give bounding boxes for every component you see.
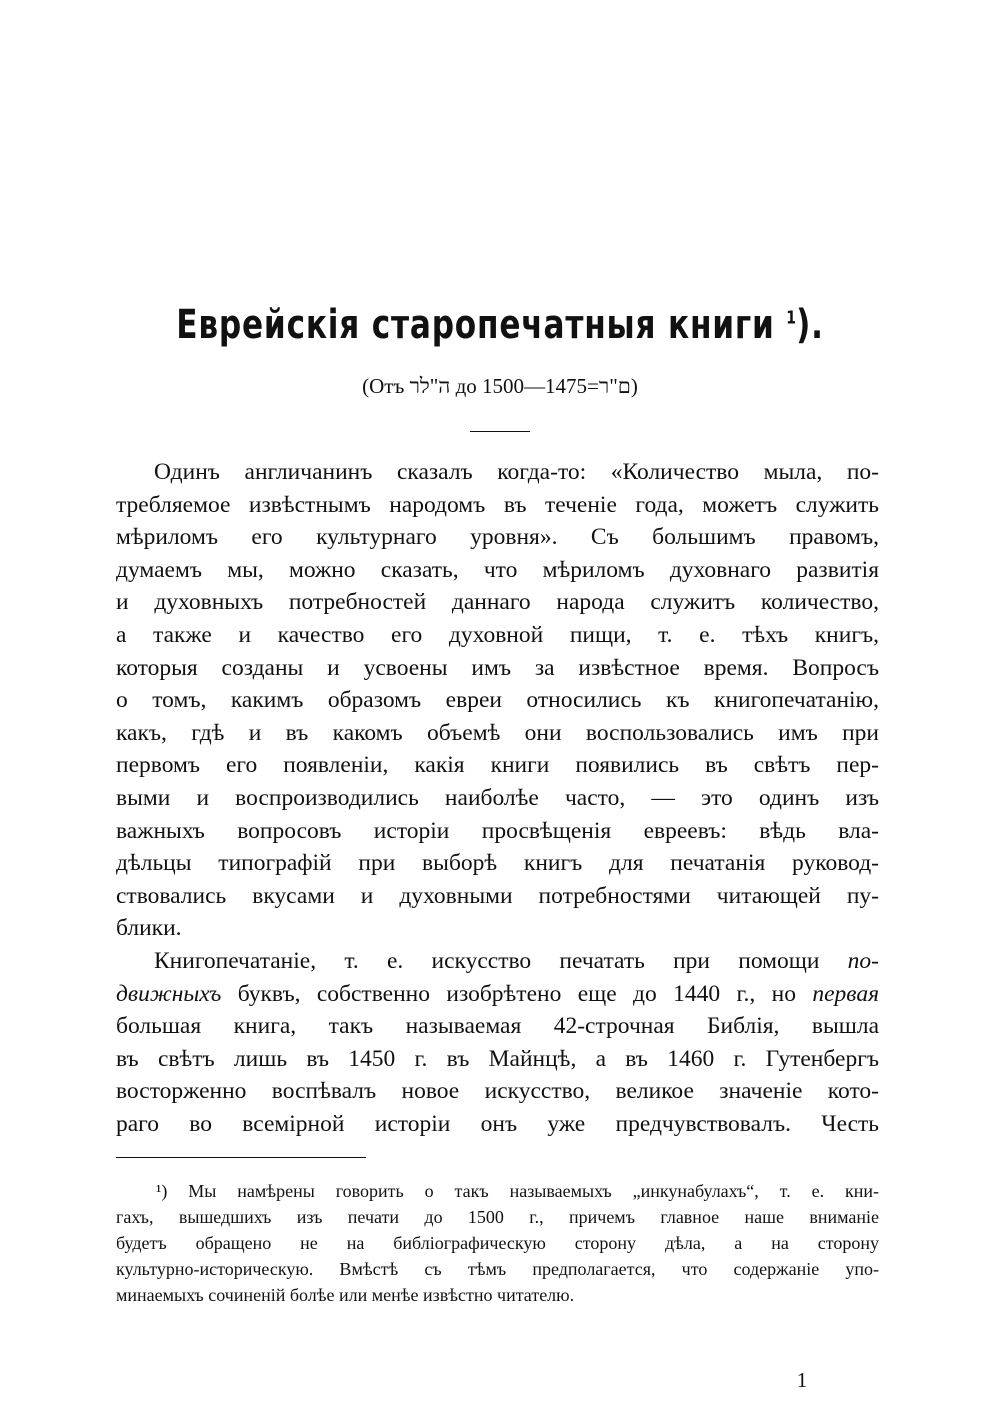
text-line: раго во всемірной исторіи онъ уже предчувствовалъ. Честь <box>116 1110 879 1137</box>
italic-text: первая <box>812 980 879 1007</box>
footnote-line: гахъ, вышедшихъ изъ печати до 1500 г., причемъ главное наше вниманіе <box>116 1207 879 1227</box>
article-title <box>110 302 890 348</box>
text-line: какъ, гдѣ и въ какомъ объемѣ они воспользовались имъ при <box>116 719 879 746</box>
footnote-divider <box>116 1157 366 1158</box>
title-footnote-mark: 1 <box>786 307 797 329</box>
text-line: дѣльцы типографій при выборѣ книгъ для печатанія руковод- <box>116 850 879 877</box>
italic-text: по- <box>847 947 879 974</box>
text-line: Книгопечатаніе, т. е. искусство печатать при помощи по- <box>154 947 879 974</box>
title-divider <box>470 431 530 432</box>
italic-text: движныхъ <box>116 980 222 1007</box>
footnote <box>116 1178 879 1308</box>
text-line: движныхъ буквъ, собственно изобрѣтено еще до 1440 г., но первая <box>116 980 879 1007</box>
footnote-line: ¹) Мы намѣрены говорить о такъ называемыхъ „инкунабулахъ“, т. е. кни- <box>156 1181 879 1201</box>
title-close: ). <box>796 302 824 348</box>
text-line: а также и качество его духовной пищи, т. е. тѣхъ книгъ, <box>116 621 879 648</box>
text-line: требляемое извѣстнымъ народомъ въ теченіе года, можетъ служить <box>116 491 879 518</box>
text-line: важныхъ вопросовъ исторіи просвѣщенія евреевъ: вѣдь вла- <box>116 817 879 844</box>
text-line: которыя созданы и усвоены имъ за извѣстное время. Вопросъ <box>116 654 879 681</box>
date-range-subtitle: (Отъ ה"לר до ם"ר=1475—1500) <box>362 374 638 398</box>
main-text <box>116 456 879 1140</box>
title-text: Еврейскія старопечатныя книги <box>176 302 775 348</box>
footnote-line: минаемыхъ сочиненій болѣе или менѣе извѣстно читателю. <box>116 1285 575 1305</box>
text-line: Одинъ англичанинъ сказалъ когда-то: «Количество мыла, по- <box>154 459 879 485</box>
text-line: выми и воспроизводились наиболѣе часто, — это одинъ изъ <box>116 784 879 811</box>
text-line: большая книга, такъ называемая 42-строчная Библія, вышла <box>116 1013 879 1040</box>
text-line: думаемъ мы, можно сказать, что мѣриломъ духовнаго развитія <box>116 556 879 583</box>
text-line: о томъ, какимъ образомъ евреи относились къ книгопечатанію, <box>116 687 879 714</box>
text-line: восторженно воспѣвалъ новое искусство, великое значеніе кото- <box>116 1078 879 1105</box>
footnote-line: будетъ обращено не на библіографическую сторону дѣла, а на сторону <box>116 1233 879 1253</box>
footnote-line: культурно-историческую. Вмѣстѣ съ тѣмъ предполагается, что содержаніе упо- <box>116 1259 879 1279</box>
text-line: мѣриломъ его культурнаго уровня». Съ большимъ правомъ, <box>116 524 879 551</box>
text-line: блики. <box>116 915 182 942</box>
text-line: въ свѣтъ лишь въ 1450 г. въ Майнцѣ, а въ 1460 г. Гутенбергъ <box>116 1045 879 1072</box>
text-line: и духовныхъ потребностей даннаго народа служитъ количество, <box>116 589 879 616</box>
text-line: ствовались вкусами и духовными потребностями читающей пу- <box>116 882 879 909</box>
page-number: 1 <box>796 1368 808 1392</box>
text-line: первомъ его появленіи, какія книги появились въ свѣтъ пер- <box>116 752 879 779</box>
